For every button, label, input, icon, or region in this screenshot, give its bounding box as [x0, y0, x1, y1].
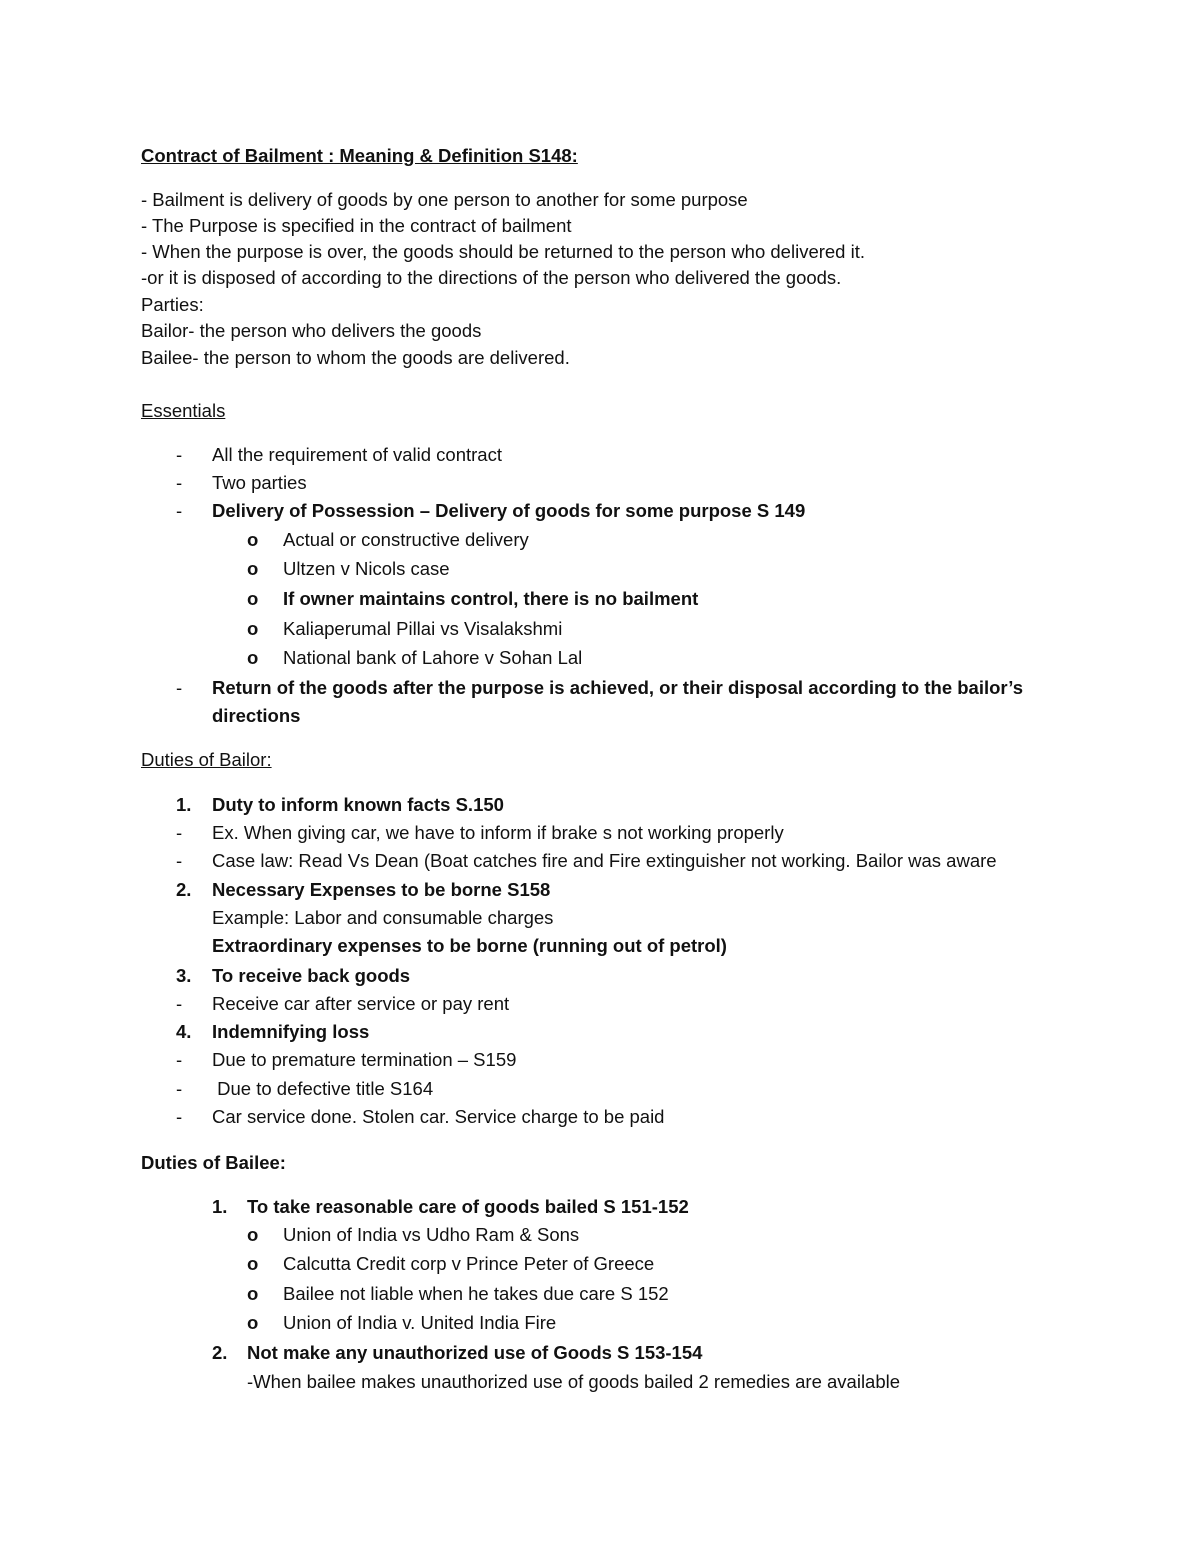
parties-label: Parties:: [141, 294, 204, 315]
essentials-item-continued: directions: [212, 705, 301, 726]
bailee-case: Union of India vs Udho Ram & Sons: [283, 1224, 580, 1245]
essentials-item: All the requirement of valid contract: [212, 444, 502, 465]
bullet-marker: o: [247, 558, 259, 579]
essentials-subitem: National bank of Lahore v Sohan Lal: [283, 647, 583, 668]
bailee-duty: To take reasonable care of goods bailed S 151-152: [247, 1196, 689, 1217]
bailor-detail: Extraordinary expenses to be borne (running out of petrol): [212, 935, 727, 956]
bailor-detail: Receive car after service or pay rent: [212, 993, 510, 1014]
number-marker: 3.: [176, 965, 192, 986]
bullet-marker: o: [247, 1253, 259, 1274]
bailor-duty: To receive back goods: [212, 965, 411, 986]
dash-marker: -: [176, 1078, 183, 1099]
bullet-marker: o: [247, 588, 259, 609]
number-marker: 4.: [176, 1021, 192, 1042]
bailor-duty: Duty to inform known facts S.150: [212, 794, 504, 815]
page-heading: Contract of Bailment : Meaning & Definition S148:: [141, 145, 578, 166]
intro-line: -or it is disposed of according to the directions of the person who delivered the goods.: [141, 267, 842, 288]
essentials-heading: Essentials: [141, 400, 226, 421]
bailee-case: Bailee not liable when he takes due care S 152: [283, 1283, 669, 1304]
bailor-detail: Due to defective title S164: [212, 1078, 434, 1099]
number-marker: 2.: [176, 879, 192, 900]
essentials-item: Two parties: [212, 472, 307, 493]
essentials-subitem: If owner maintains control, there is no bailment: [283, 588, 699, 609]
essentials-subitem: Actual or constructive delivery: [283, 529, 529, 550]
bullet-marker: o: [247, 1312, 259, 1333]
intro-line: - Bailment is delivery of goods by one person to another for some purpose: [141, 189, 748, 210]
bailor-detail: Case law: Read Vs Dean (Boat catches fire and Fire extinguisher not working. Bailor was aware: [212, 850, 997, 871]
intro-line: - When the purpose is over, the goods should be returned to the person who delivered it.: [141, 241, 866, 262]
essentials-subitem: Kaliaperumal Pillai vs Visalakshmi: [283, 618, 563, 639]
dash-marker: -: [176, 677, 183, 698]
bailor-duty: Indemnifying loss: [212, 1021, 370, 1042]
bailor-detail: Example: Labor and consumable charges: [212, 907, 554, 928]
bullet-marker: o: [247, 618, 259, 639]
bailor-detail: Ex. When giving car, we have to inform if brake s not working properly: [212, 822, 784, 843]
bailor-detail: Due to premature termination – S159: [212, 1049, 517, 1070]
bullet-marker: o: [247, 647, 259, 668]
dash-marker: -: [176, 850, 183, 871]
bailor-detail: Car service done. Stolen car. Service charge to be paid: [212, 1106, 665, 1127]
essentials-subitem: Ultzen v Nicols case: [283, 558, 450, 579]
bailor-duties-heading: Duties of Bailor:: [141, 749, 272, 770]
dash-marker: -: [176, 500, 183, 521]
dash-marker: -: [176, 1106, 183, 1127]
bailee-duties-heading: Duties of Bailee:: [141, 1152, 286, 1173]
intro-line: - The Purpose is specified in the contract of bailment: [141, 215, 572, 236]
bailee-case: Union of India v. United India Fire: [283, 1312, 557, 1333]
essentials-item: Return of the goods after the purpose is achieved, or their disposal according to the bailor’s: [212, 677, 1024, 698]
bailee-duty: Not make any unauthorized use of Goods S 153-154: [247, 1342, 703, 1363]
number-marker: 2.: [212, 1342, 228, 1363]
bullet-marker: o: [247, 529, 259, 550]
dash-marker: -: [176, 472, 183, 493]
bailee-detail: -When bailee makes unauthorized use of goods bailed 2 remedies are available: [247, 1371, 901, 1392]
essentials-item: Delivery of Possession – Delivery of goods for some purpose S 149: [212, 500, 806, 521]
bailor-duty: Necessary Expenses to be borne S158: [212, 879, 551, 900]
dash-marker: -: [176, 993, 183, 1014]
bullet-marker: o: [247, 1224, 259, 1245]
dash-marker: -: [176, 1049, 183, 1070]
number-marker: 1.: [212, 1196, 228, 1217]
dash-marker: -: [176, 822, 183, 843]
bailee-case: Calcutta Credit corp v Prince Peter of Greece: [283, 1253, 655, 1274]
number-marker: 1.: [176, 794, 192, 815]
dash-marker: -: [176, 444, 183, 465]
intro-line: Bailor- the person who delivers the goods: [141, 320, 482, 341]
bullet-marker: o: [247, 1283, 259, 1304]
intro-line: Bailee- the person to whom the goods are delivered.: [141, 347, 570, 368]
